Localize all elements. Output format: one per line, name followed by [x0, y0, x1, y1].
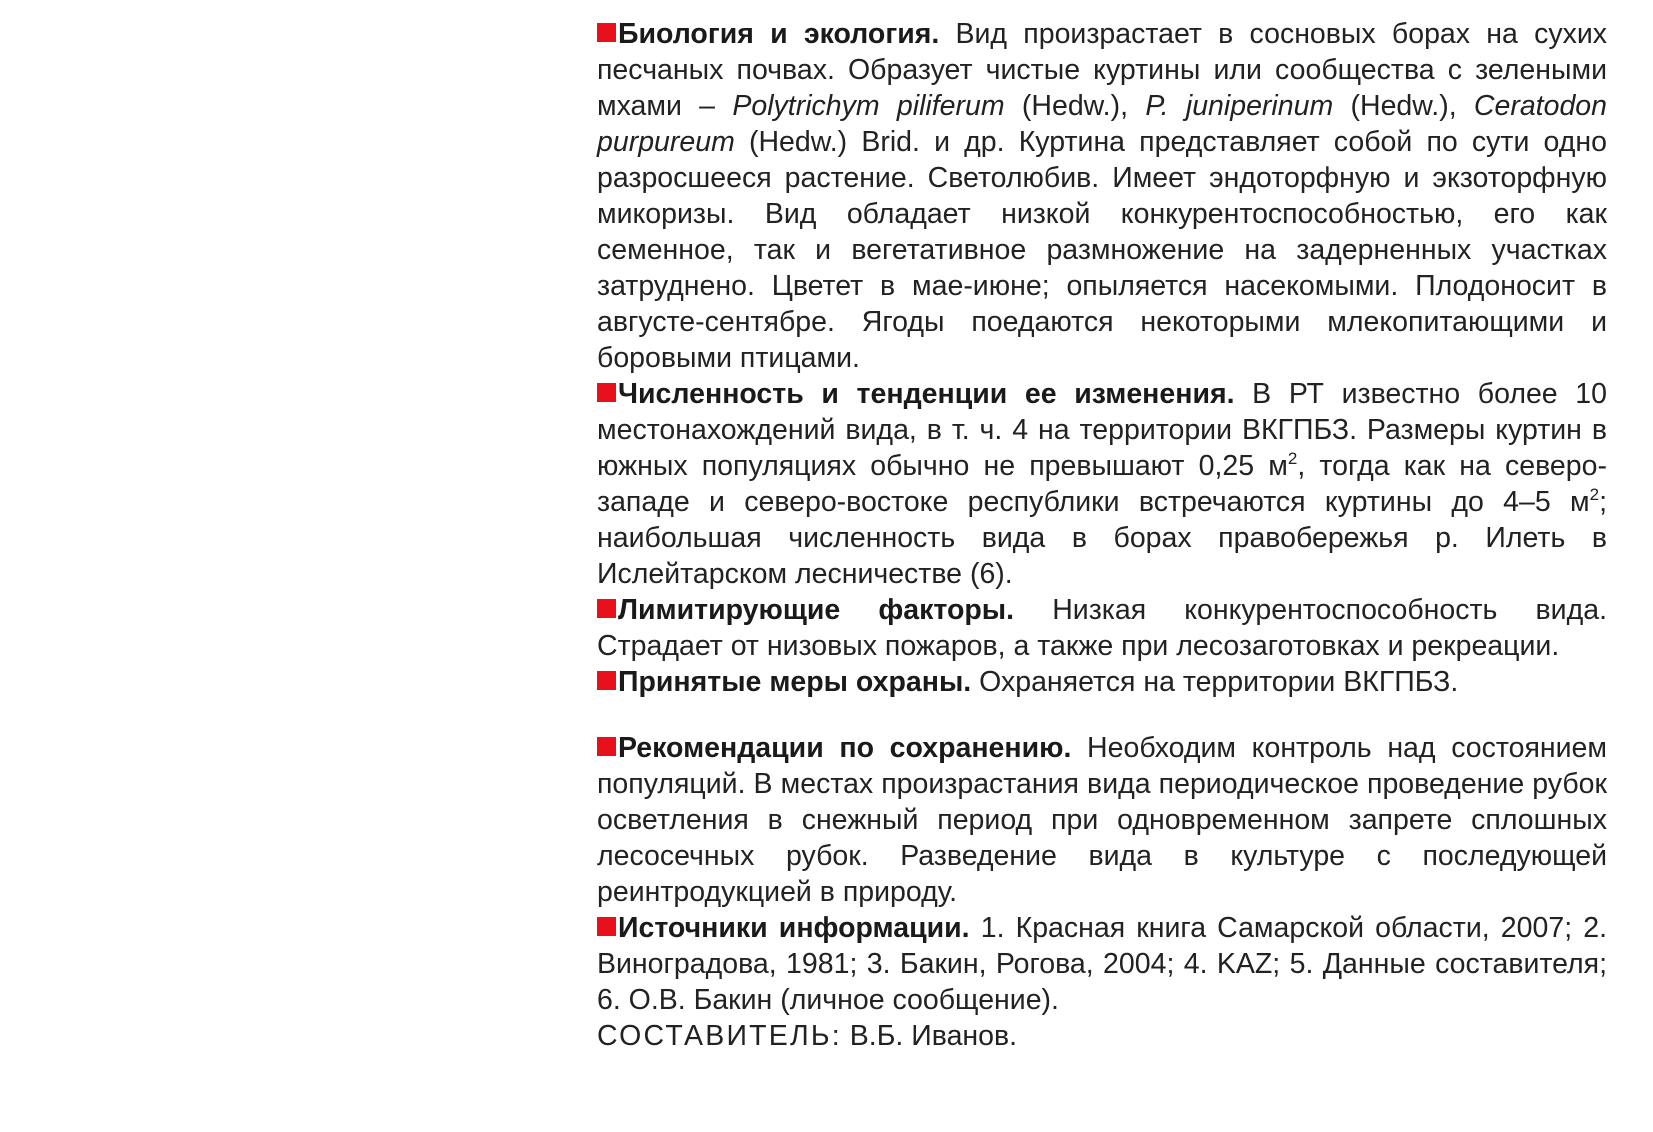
section-text: , тогда как на северо-западе и северо-востоке республики встречаются куртины до 4–5 м — [597, 450, 1607, 518]
section-text: Вид произрастает в сосновых борах на сухих песчаных почвах. Образует чистые куртины или сообщества с зелеными мхами – — [597, 18, 1607, 122]
species-name: Ceratodon purpureum — [597, 90, 1607, 158]
species-name: P. juniperinum — [1145, 90, 1334, 122]
section-abundance — [597, 376, 1607, 592]
section-heading: Рекомендации по сохранению. — [618, 732, 1072, 764]
section-heading: Источники информации. — [618, 912, 970, 944]
section-biology — [597, 16, 1607, 376]
document-page — [597, 16, 1607, 1054]
section-marker — [597, 23, 616, 42]
section-limiting-factors — [597, 592, 1607, 664]
section-text: (Hedw.), — [1004, 90, 1146, 122]
section-heading: Лимитирующие факторы. — [618, 594, 1015, 626]
species-name: Polytrichym piliferum — [732, 90, 1005, 122]
section-protection-measures — [597, 664, 1607, 700]
section-text: В РТ известно более 10 местонахождений вида, в т. ч. 4 на территории ВКГПБЗ. Размеры куртин в южных популяциях обычно не превышают 0,25 м — [597, 378, 1607, 482]
section-text: 1. Красная книга Самарской области, 2007; 2. Виноградова, 1981; 3. Бакин, Рогова, 2004; 4. KAZ; 5. Данные составителя; 6. О.В. Бакин (личное сообщение). — [597, 912, 1608, 1016]
section-text: ; наибольшая численность вида в борах правобережья р. Илеть в Ислейтарском лесничестве (6). — [597, 486, 1607, 590]
section-heading: Биология и экология. — [618, 18, 940, 50]
compiler-name: В.Б. Иванов. — [841, 1020, 1018, 1052]
section-text: (Hedw.) Brid. и др. Куртина представляет собой по сути одно разросшееся растение. Светолюбив. Имеет эндоторфную и экзоторфную микоризы. Вид обладает низкой конкурентоспособностью, его как семенное, так и вегетативное размножение на задерненных участках затруднено. Цветет в мае-июне; опыляется насекомыми. Плодоносит в августе-сентябре. Ягоды поедаются некоторыми млекопитающими и боровыми птицами. — [597, 126, 1607, 374]
section-marker — [597, 383, 616, 402]
superscript: 2 — [1589, 485, 1600, 504]
section-heading: Численность и тенденции ее изменения. — [618, 378, 1235, 410]
section-recommendations — [597, 730, 1607, 910]
section-sources — [597, 910, 1607, 1018]
section-text: (Hedw.), — [1333, 90, 1474, 122]
section-marker — [597, 599, 616, 618]
section-text: Охраняется на территории ВКГПБЗ. — [971, 666, 1459, 698]
section-text: Низкая конкурентоспособность вида. Страдает от низовых пожаров, а также при лесозаготовках и рекреации. — [597, 594, 1607, 662]
compiler-label: СОСТАВИТЕЛЬ: — [597, 1020, 842, 1052]
section-marker — [597, 671, 616, 690]
section-heading: Принятые меры охраны. — [618, 666, 972, 698]
section-marker — [597, 737, 616, 756]
section-text: Необходим контроль над состоянием популяций. В местах произрастания вида периодическое проведение рубок осветления в снежный период при одновременном запрете сплошных лесосечных рубок. Разведение вида в культуре с последующей реинтродукцией в природу. — [597, 732, 1607, 908]
superscript: 2 — [1287, 449, 1298, 468]
compiler-line — [597, 1018, 1607, 1054]
section-marker — [597, 917, 616, 936]
